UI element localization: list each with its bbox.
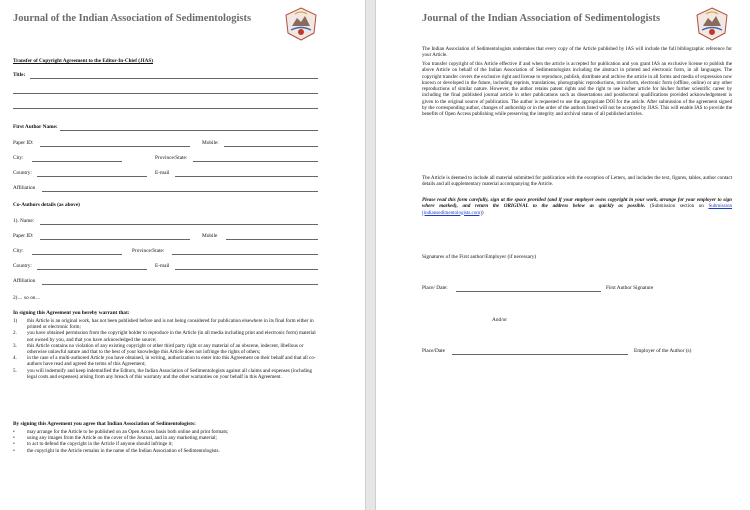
list-item: • to act to defend the copyright in the Article if anyone should infringe it;: [13, 441, 173, 448]
coauthor-email-field[interactable]: [175, 269, 318, 270]
coauthor-email-label: E-mail: [155, 263, 170, 269]
first-author-signature-label: First Author Signature: [606, 285, 654, 291]
title-field-line-2[interactable]: [13, 93, 318, 94]
coauthor-paper-id-label: Paper ID:: [13, 233, 34, 239]
paper-id-field[interactable]: [40, 146, 190, 147]
title-field[interactable]: [30, 78, 318, 79]
coauthor-mobile-label: Mobile: [202, 233, 218, 239]
coauthor-mobile-field[interactable]: [226, 239, 318, 240]
document-page-2: [375, 0, 750, 510]
mobile-label: Mobile:: [202, 140, 219, 146]
first-author-field[interactable]: [60, 130, 318, 131]
coauthor-affiliation-label: Affiliation: [13, 278, 36, 284]
coauthor-province-field[interactable]: [172, 254, 318, 255]
coauthor-name-field[interactable]: [40, 224, 318, 225]
and-or-text: And/or: [492, 317, 508, 323]
province-field[interactable]: [193, 161, 318, 162]
place-date-label-1: Place/ Date:: [422, 285, 448, 291]
list-item: • the copyright in the Article remains in the name of the Indian Association of Sedimentologists.: [13, 447, 220, 454]
affiliation-field[interactable]: [42, 191, 318, 192]
agreement-list: [13, 429, 322, 454]
warranty-list: [13, 318, 322, 380]
place-date-field-2[interactable]: [452, 354, 628, 355]
signatures-label: Signatures of the First author/Employer (if necessary): [422, 254, 537, 260]
province-label: Province/State:: [155, 155, 188, 161]
coauthor-affiliation-field[interactable]: [42, 284, 318, 285]
mobile-field[interactable]: [224, 146, 318, 147]
agree-heading: By signing this Agreement you agree that Indian Association of Sedimentologists:: [13, 421, 196, 427]
paragraph-article-scope: The Article is deemed to include all material submitted for publication with the exception of Letters, and includes the text, figures, tables, author contact details and all supplementary material accompanying the Article.: [422, 175, 732, 188]
list-item: 2. you have obtained permission from the copyright holder to reproduce in the Article (in all media including print and electronic form) material not owned by you, and that you have acknowledged the source;: [13, 330, 316, 343]
country-label: Country:: [13, 170, 32, 176]
document-page-1: [0, 0, 366, 510]
first-author-label: First Author Name:: [13, 124, 58, 130]
coauthor-city-field[interactable]: [32, 254, 122, 255]
list-item: 3. this Article contains no violation of any existing copyright or other third party right or any material of an obscene, indecent, libellous or otherwise unlawful nature and that to the best of your knowledge this Article does not infringe the rights of others;: [13, 342, 304, 356]
coauthor-province-label: Province/State:: [132, 248, 165, 254]
coauthor-country-field[interactable]: [37, 269, 147, 270]
coauthor-city-label: City:: [13, 248, 24, 254]
city-field[interactable]: [32, 161, 122, 162]
list-item: 4. in the case of a multi-authored Article you have obtained, in writing, authorization to enter into this Agreement on their behalf and that all co-authors have read and agreed the terms of this Agreement;: [13, 355, 316, 368]
submission-link[interactable]: Submission (indiansedimentologists.com): [422, 203, 732, 216]
list-item: 1) this Article is an original work, has not been published before and is not being considered for publication elsewhere in its final form either in printed or electronic form;: [13, 318, 314, 331]
form-heading: Transfer of Copyright Agreement to the Editor-In-Chief (JIAS): [13, 58, 153, 64]
paper-id-label: Paper ID:: [13, 140, 34, 146]
ias-logo-icon: [283, 6, 319, 42]
paragraph-copyright-transfer: You transfer copyright of this Article effective if and when the article is accepted for publication and you grant IAS an exclusive license to publish the above Article on behalf of the Indian Association of Sedimentologists including the abstract in printed and electronic form, in all languages. The copyright transfer covers the exclusive right and license to reproduce, publish, distribute and archive the article in all forms and media of expression now known or developed in the future, including reprints, translations, photographic reproductions, microform, electronic form (offline, online) or any other reproductions of similar nature. However, the author retains patent rights and the right to use his/her article for his/her further scientific career by including the final published journal article in other publications such as dissertations and postdoctoral qualifications provided acknowledgement is given to the original source of publication. The author is requested to use the appropriate DOI for the article. After submission of the agreement signed by the corresponding author, changes of authorship or in the order of the authors listed will not be accepted by JIAS. This will enable IAS to provide the benefits of Open Access publishing while preserving the integrity and archival status of all published articles.: [422, 61, 732, 117]
country-field[interactable]: [37, 176, 147, 177]
warrant-heading: In signing this Agreement you hereby warrant that:: [13, 310, 130, 316]
city-label: City:: [13, 155, 24, 161]
coauthors-label: Co-Authors details (as above): [13, 202, 80, 208]
coauthor-paper-id-field[interactable]: [40, 239, 190, 240]
list-item: • may arrange for the Article to be published on an Open Access basis both online and print formats;: [13, 429, 229, 435]
list-item: • using any images from the Article on the cover of the Journal, and in any marketing material;: [13, 435, 217, 442]
affiliation-label: Affiliation: [13, 185, 36, 191]
coauthor-name-label: 1). Name:: [13, 218, 35, 224]
coauthor-country-label: Country:: [13, 263, 32, 269]
employer-signature-label: Employer of the Author (s): [634, 348, 692, 354]
instruction-text: Please read this form carefully, sign at the space provided (and if your employer owns copyright in your work, arrange for your employer to sign where marked), and return the ORIGINAL to the address below as quickly as possible. (Submission section on Submission (indiansedimentologists.com)): [422, 197, 732, 216]
email-label: E-mail: [155, 170, 170, 176]
place-date-label-2: Place/Date: [422, 348, 445, 354]
place-date-field-1[interactable]: [456, 291, 601, 292]
email-field[interactable]: [175, 176, 318, 177]
title-label: Title:: [13, 72, 26, 78]
journal-title: Journal of the Indian Association of Sedimentologists: [13, 13, 252, 24]
journal-title-page-2: Journal of the Indian Association of Sedimentologists: [422, 13, 661, 24]
paragraph-bibliographic: The Indian Association of Sedimentologists undertakes that every copy of the Article published by IAS will include the full bibliographic reference for your Article.: [422, 46, 732, 59]
ias-logo-icon: [694, 6, 730, 42]
title-field-line-3[interactable]: [13, 108, 318, 109]
list-item: 5. you will indemnify and keep indemnified the Editors, the Indian Association of Sedimentologists against all claims and expenses (including legal costs and expenses) arising from any breach of this warranty and the other warranties on your behalf in this Agreement.: [13, 367, 313, 380]
so-on-text: 2)… so on…: [13, 295, 41, 301]
